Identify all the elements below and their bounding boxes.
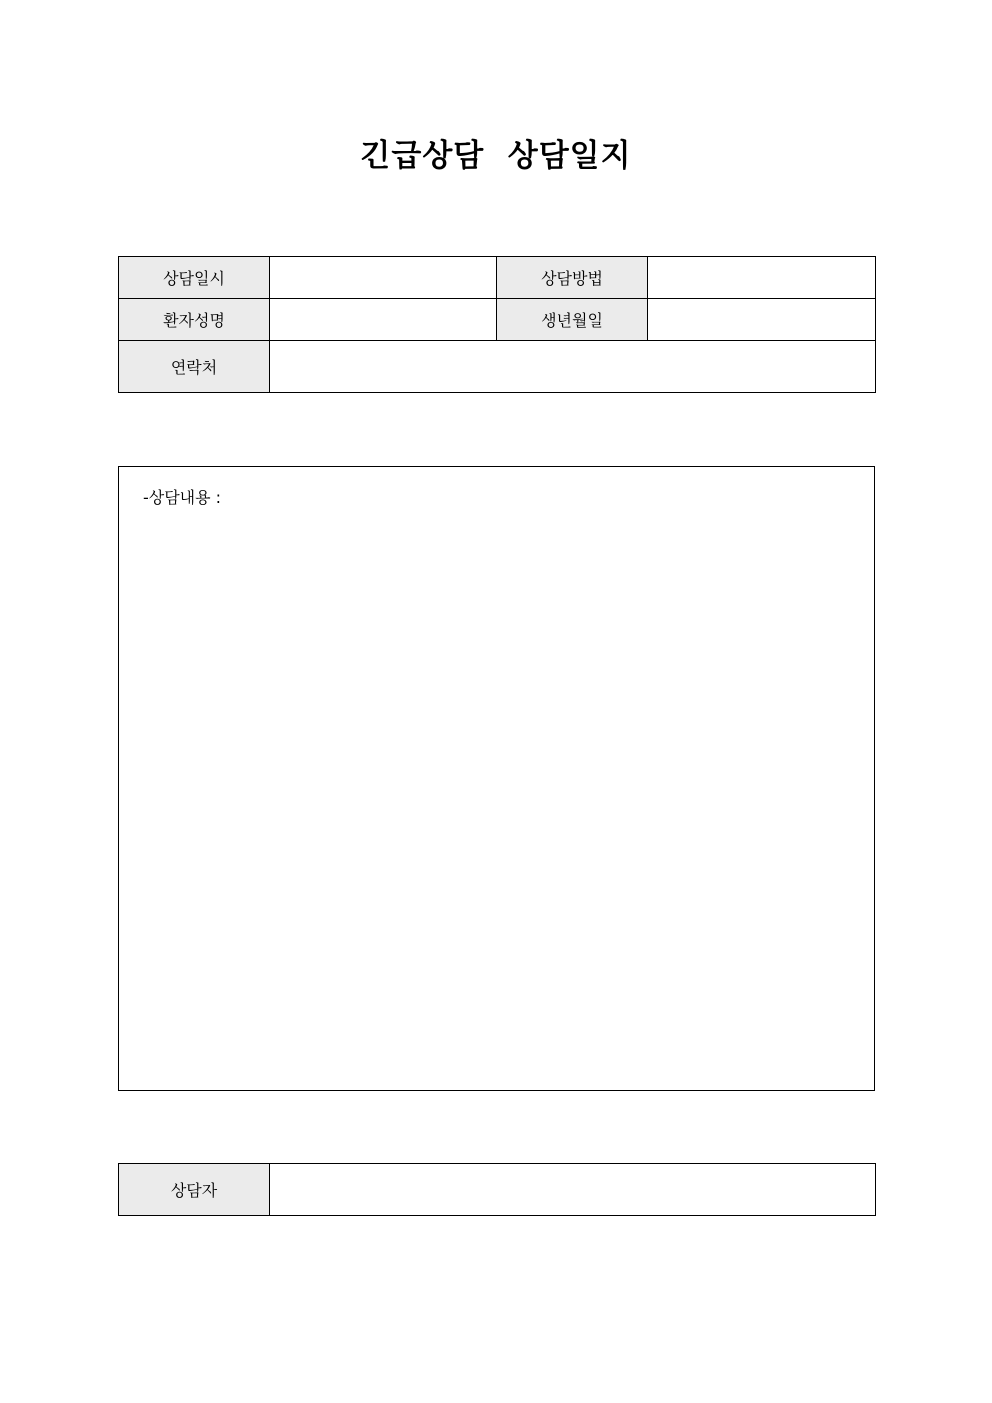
contact-field[interactable] <box>270 341 876 393</box>
contact-label: 연락처 <box>119 341 270 393</box>
patient-info-table <box>118 256 876 393</box>
counselor-table <box>118 1163 876 1216</box>
birthdate-label: 생년월일 <box>497 299 648 341</box>
page-title: 긴급상담 상담일지 <box>360 138 632 174</box>
table-row <box>119 299 876 341</box>
patient-name-label: 환자성명 <box>119 299 270 341</box>
consult-datetime-field[interactable] <box>270 257 497 299</box>
table-row <box>119 341 876 393</box>
consult-method-field[interactable] <box>648 257 876 299</box>
consult-method-label: 상담방법 <box>497 257 648 299</box>
table-row <box>119 257 876 299</box>
consult-content-label: -상담내용 : <box>143 488 222 507</box>
counselor-label: 상담자 <box>119 1164 270 1216</box>
consult-content-box[interactable] <box>118 466 875 1091</box>
patient-name-field[interactable] <box>270 299 497 341</box>
birthdate-field[interactable] <box>648 299 876 341</box>
table-row <box>119 1164 876 1216</box>
consult-datetime-label: 상담일시 <box>119 257 270 299</box>
counselor-field[interactable] <box>270 1164 876 1216</box>
